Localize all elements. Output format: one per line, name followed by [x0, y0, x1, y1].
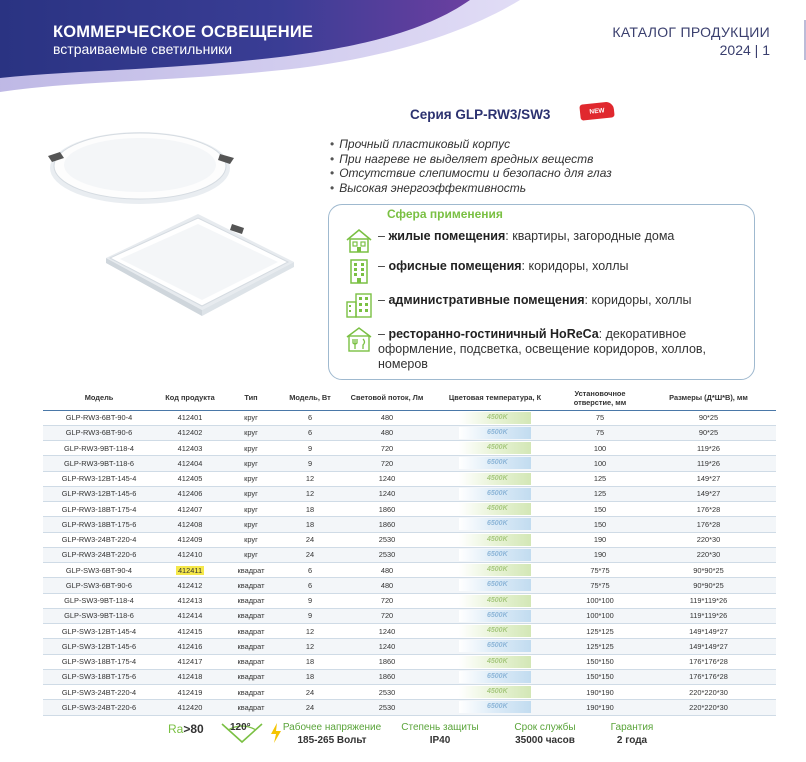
table-cell: 149*27 [641, 471, 776, 486]
table-cell: 1240 [343, 471, 431, 486]
table-cell: 1860 [343, 654, 431, 669]
table-cell: круг [225, 410, 277, 425]
restaurant-icon [344, 324, 374, 354]
table-cell: круг [225, 532, 277, 547]
color-temperature-chip: 4500K [459, 503, 531, 515]
application-item-text: : декоративное оформление, подсветка, освещение коридоров, холлов, номеров [378, 327, 707, 371]
table-cell [431, 608, 559, 623]
table-row [43, 532, 776, 547]
table-cell [431, 563, 559, 578]
table-row [43, 578, 776, 593]
table-cell: 75 [559, 425, 641, 440]
warranty-spec [590, 722, 674, 748]
table-cell: 100*100 [559, 608, 641, 623]
table-cell: 220*30 [641, 547, 776, 562]
brand-subtitle: встраиваемые светильники [53, 41, 233, 57]
series-title: Серия GLP-RW3/SW3 [410, 107, 551, 122]
color-temperature-chip: 4500K [459, 686, 531, 698]
table-cell [431, 624, 559, 639]
table-cell: круг [225, 456, 277, 471]
table-cell: GLP-RW3-12BT-145-6 [43, 486, 155, 501]
table-cell: 9 [277, 593, 343, 608]
round-panel-image [40, 128, 240, 208]
color-temperature-chip: 4500K [459, 656, 531, 668]
table-cell: 150*150 [559, 654, 641, 669]
table-cell: GLP-SW3-6BT-90-6 [43, 578, 155, 593]
table-cell [431, 441, 559, 456]
table-cell: 9 [277, 456, 343, 471]
table-cell: 412405 [155, 471, 225, 486]
table-cell: GLP-SW3-12BT-145-6 [43, 639, 155, 654]
table-cell [431, 532, 559, 547]
table-cell: GLP-RW3-24BT-220-4 [43, 532, 155, 547]
table-cell: 100*100 [559, 593, 641, 608]
table-cell: 75*75 [559, 563, 641, 578]
table-row [43, 639, 776, 654]
table-cell: квадрат [225, 563, 277, 578]
table-cell: 412404 [155, 456, 225, 471]
ra-index [168, 722, 204, 736]
table-cell: круг [225, 547, 277, 562]
lifetime-value: 35000 часов [515, 735, 575, 746]
table-cell: GLP-SW3-9BT-118-6 [43, 608, 155, 623]
table-cell: 90*90*25 [641, 563, 776, 578]
table-cell: 12 [277, 471, 343, 486]
table-cell: квадрат [225, 578, 277, 593]
table-cell: 412412 [155, 578, 225, 593]
protection-value: IP40 [429, 735, 451, 746]
table-cell: 149*149*27 [641, 624, 776, 639]
table-cell: 720 [343, 608, 431, 623]
table-cell: 190*190 [559, 700, 641, 715]
table-cell [431, 471, 559, 486]
voltage-spec [282, 722, 382, 748]
catalog-title: КАТАЛОГ ПРОДУКЦИИ [612, 24, 770, 40]
table-cell: 119*26 [641, 441, 776, 456]
table-cell: GLP-RW3-24BT-220-6 [43, 547, 155, 562]
table-cell: 720 [343, 456, 431, 471]
feature-list [330, 137, 612, 195]
application-item-bold: ресторанно-гостиничный HoReCa [388, 327, 599, 341]
table-cell: 119*119*26 [641, 593, 776, 608]
table-cell: GLP-SW3-6BT-90-4 [43, 563, 155, 578]
table-body [43, 410, 776, 715]
table-cell: 1240 [343, 624, 431, 639]
application-item-bold: офисные помещения [388, 259, 522, 273]
table-cell [431, 578, 559, 593]
table-cell: квадрат [225, 593, 277, 608]
table-cell: 12 [277, 624, 343, 639]
color-temperature-chip: 6500K [459, 701, 531, 713]
column-header: Размеры (Д*Ш*В), мм [641, 386, 776, 410]
table-cell: 9 [277, 608, 343, 623]
table-cell: квадрат [225, 685, 277, 700]
beam-angle-value: 120° [230, 722, 251, 733]
application-title: Сфера применения [387, 207, 503, 221]
table-row [43, 441, 776, 456]
table-cell: 18 [277, 517, 343, 532]
table-cell: 150 [559, 517, 641, 532]
table-cell: GLP-SW3-24BT-220-6 [43, 700, 155, 715]
application-item-bold: жилые помещения [388, 229, 506, 243]
table-cell: 24 [277, 685, 343, 700]
table-cell: GLP-RW3-12BT-145-4 [43, 471, 155, 486]
color-temperature-chip: 6500K [459, 488, 531, 500]
voltage-value: 185-265 Вольт [297, 735, 367, 746]
warranty-value: 2 года [616, 735, 648, 746]
table-cell: 119*26 [641, 456, 776, 471]
table-cell: 412403 [155, 441, 225, 456]
table-cell: 220*220*30 [641, 700, 776, 715]
table-cell: 24 [277, 532, 343, 547]
table-cell: 1860 [343, 502, 431, 517]
table-cell: GLP-SW3-9BT-118-4 [43, 593, 155, 608]
application-item-horeca: – ресторанно-гостиничный HoReCa: декоративное оформление, подсветка, освещение коридоров, холлов, номеров [344, 324, 744, 372]
table-row [43, 593, 776, 608]
column-header: Тип [225, 386, 277, 410]
table-cell [431, 685, 559, 700]
color-temperature-chip: 4500K [459, 564, 531, 576]
table-cell: 480 [343, 410, 431, 425]
table-cell: 100 [559, 441, 641, 456]
table-row [43, 685, 776, 700]
table-cell: 12 [277, 486, 343, 501]
color-temperature-chip: 6500K [459, 610, 531, 622]
color-temperature-chip: 4500K [459, 534, 531, 546]
office-building-icon [344, 256, 374, 286]
table-cell: 412401 [155, 410, 225, 425]
table-cell: 176*28 [641, 502, 776, 517]
table-cell: 190 [559, 547, 641, 562]
table-cell: 24 [277, 700, 343, 715]
table-cell: круг [225, 425, 277, 440]
table-cell: 190*190 [559, 685, 641, 700]
table-cell: 2530 [343, 700, 431, 715]
table-cell: 412414 [155, 608, 225, 623]
table-cell: 480 [343, 563, 431, 578]
color-temperature-chip: 6500K [459, 427, 531, 439]
lifetime-label: Срок службы [514, 722, 576, 733]
application-item-office: – офисные помещения: коридоры, холлы [344, 256, 628, 286]
table-cell: 176*28 [641, 517, 776, 532]
table-cell: круг [225, 471, 277, 486]
table-cell [431, 700, 559, 715]
table-row [43, 654, 776, 669]
table-cell [431, 547, 559, 562]
table-cell [431, 517, 559, 532]
table-cell: 480 [343, 578, 431, 593]
table-row [43, 669, 776, 684]
table-cell: 720 [343, 593, 431, 608]
table-row [43, 456, 776, 471]
table-cell: 1240 [343, 486, 431, 501]
table-cell: 18 [277, 669, 343, 684]
table-cell [431, 456, 559, 471]
table-row [43, 700, 776, 715]
table-cell: GLP-SW3-12BT-145-4 [43, 624, 155, 639]
table-cell: 412410 [155, 547, 225, 562]
table-cell: квадрат [225, 624, 277, 639]
table-cell: 176*176*28 [641, 669, 776, 684]
table-cell: 2530 [343, 685, 431, 700]
table-cell: 2530 [343, 532, 431, 547]
table-cell [431, 669, 559, 684]
table-cell: круг [225, 486, 277, 501]
ra-value: >80 [183, 722, 204, 736]
table-cell: 1240 [343, 639, 431, 654]
table-cell: 220*30 [641, 532, 776, 547]
column-header: Установочное отверстие, мм [559, 386, 641, 410]
table-cell [431, 502, 559, 517]
table-cell: 412415 [155, 624, 225, 639]
table-cell: 412407 [155, 502, 225, 517]
catalog-page-number: 2024 | 1 [719, 42, 770, 58]
table-cell: 220*220*30 [641, 685, 776, 700]
table-cell: 2530 [343, 547, 431, 562]
color-temperature-chip: 4500K [459, 442, 531, 454]
house-icon [344, 226, 374, 256]
table-cell: 24 [277, 547, 343, 562]
table-cell: 412418 [155, 669, 225, 684]
table-cell: 12 [277, 639, 343, 654]
table-cell: круг [225, 517, 277, 532]
table-cell: 6 [277, 563, 343, 578]
color-temperature-chip: 4500K [459, 473, 531, 485]
application-item-bold: административные помещения [388, 293, 585, 307]
column-header: Модель [43, 386, 155, 410]
table-cell: GLP-SW3-18BT-175-4 [43, 654, 155, 669]
table-cell: GLP-RW3-9BT-118-6 [43, 456, 155, 471]
feature-item: • При нагреве не выделяет вредных веществ [330, 152, 612, 167]
table-cell: квадрат [225, 608, 277, 623]
table-cell: 18 [277, 502, 343, 517]
brand-title: КОММЕРЧЕСКОЕ ОСВЕЩЕНИЕ [53, 23, 314, 41]
ra-label: Ra [168, 722, 184, 736]
table-cell: 150 [559, 502, 641, 517]
color-temperature-chip: 6500K [459, 579, 531, 591]
color-temperature-chip: 4500K [459, 595, 531, 607]
table-cell: 1860 [343, 669, 431, 684]
table-cell: 412406 [155, 486, 225, 501]
feature-item: • Прочный пластиковый корпус [330, 137, 612, 152]
table-cell: 125*125 [559, 624, 641, 639]
table-cell: 150*150 [559, 669, 641, 684]
table-cell: 75*75 [559, 578, 641, 593]
table-row [43, 502, 776, 517]
table-cell: GLP-RW3-6BT-90-6 [43, 425, 155, 440]
application-item-administrative: – административные помещения: коридоры, холлы [344, 290, 691, 320]
color-temperature-chip: 6500K [459, 518, 531, 530]
spec-table [43, 386, 776, 716]
table-cell: GLP-SW3-18BT-175-6 [43, 669, 155, 684]
lightning-icon [270, 722, 282, 744]
square-panel-image [98, 210, 298, 322]
table-cell: квадрат [225, 639, 277, 654]
header-banner [0, 0, 806, 100]
table-cell: GLP-SW3-24BT-220-4 [43, 685, 155, 700]
table-cell [431, 425, 559, 440]
table-cell [431, 486, 559, 501]
table-cell: GLP-RW3-18BT-175-6 [43, 517, 155, 532]
table-cell: 412420 [155, 700, 225, 715]
table-cell: GLP-RW3-6BT-90-4 [43, 410, 155, 425]
warranty-label: Гарантия [610, 722, 654, 733]
table-cell: 412408 [155, 517, 225, 532]
application-item-text: : квартиры, загородные дома [505, 229, 675, 243]
table-cell: 1860 [343, 517, 431, 532]
color-temperature-chip: 6500K [459, 457, 531, 469]
protection-label: Степень защиты [401, 722, 479, 733]
voltage-label: Рабочее напряжение [282, 722, 382, 733]
lifetime-spec [495, 722, 595, 748]
application-item-text: : коридоры, холлы [521, 259, 629, 273]
color-temperature-chip: 6500K [459, 640, 531, 652]
table-cell: 412419 [155, 685, 225, 700]
new-badge: NEW [579, 101, 614, 120]
application-item-residential: – жилые помещения: квартиры, загородные дома [344, 226, 674, 256]
table-cell: 412409 [155, 532, 225, 547]
column-header: Модель, Вт [277, 386, 343, 410]
table-cell: 9 [277, 441, 343, 456]
table-cell: 18 [277, 654, 343, 669]
column-header: Код продукта [155, 386, 225, 410]
table-row [43, 410, 776, 425]
admin-building-icon [344, 290, 374, 320]
protection-spec [390, 722, 490, 748]
table-cell: квадрат [225, 669, 277, 684]
table-cell [431, 639, 559, 654]
table-cell: 125*125 [559, 639, 641, 654]
color-temperature-chip: 6500K [459, 671, 531, 683]
feature-item: • Отсутствие слепимости и безопасно для глаз [330, 166, 612, 181]
highlighted-code: 412411 [177, 565, 203, 575]
table-cell: 412417 [155, 654, 225, 669]
table-cell [155, 563, 225, 578]
column-header: Световой поток, Лм [343, 386, 431, 410]
table-cell: 412402 [155, 425, 225, 440]
table-cell: круг [225, 441, 277, 456]
table-row [43, 425, 776, 440]
table-cell: 125 [559, 471, 641, 486]
table-row [43, 563, 776, 578]
table-cell: 6 [277, 410, 343, 425]
table-row [43, 517, 776, 532]
table-row [43, 624, 776, 639]
table-row [43, 547, 776, 562]
color-temperature-chip: 4500K [459, 412, 531, 424]
table-cell: 412413 [155, 593, 225, 608]
application-item-text: : коридоры, холлы [584, 293, 692, 307]
table-cell: квадрат [225, 654, 277, 669]
table-row [43, 471, 776, 486]
column-header: Цветовая температура, К [431, 386, 559, 410]
table-cell: квадрат [225, 700, 277, 715]
table-cell: GLP-RW3-18BT-175-4 [43, 502, 155, 517]
table-cell: 100 [559, 456, 641, 471]
table-cell: GLP-RW3-9BT-118-4 [43, 441, 155, 456]
table-cell: 6 [277, 578, 343, 593]
table-cell: 720 [343, 441, 431, 456]
table-cell [431, 410, 559, 425]
table-cell: 149*27 [641, 486, 776, 501]
color-temperature-chip: 6500K [459, 549, 531, 561]
table-cell: 90*25 [641, 425, 776, 440]
table-cell: 149*149*27 [641, 639, 776, 654]
table-row [43, 486, 776, 501]
feature-item: • Высокая энергоэффективность [330, 181, 612, 196]
table-cell [431, 593, 559, 608]
table-cell: 412416 [155, 639, 225, 654]
color-temperature-chip: 4500K [459, 625, 531, 637]
table-row [43, 608, 776, 623]
table-cell [431, 654, 559, 669]
table-cell: круг [225, 502, 277, 517]
table-cell: 480 [343, 425, 431, 440]
table-cell: 176*176*28 [641, 654, 776, 669]
table-cell: 6 [277, 425, 343, 440]
table-cell: 119*119*26 [641, 608, 776, 623]
table-cell: 90*90*25 [641, 578, 776, 593]
table-cell: 190 [559, 532, 641, 547]
table-cell: 125 [559, 486, 641, 501]
table-cell: 75 [559, 410, 641, 425]
table-cell: 90*25 [641, 410, 776, 425]
table-header-row [43, 386, 776, 410]
